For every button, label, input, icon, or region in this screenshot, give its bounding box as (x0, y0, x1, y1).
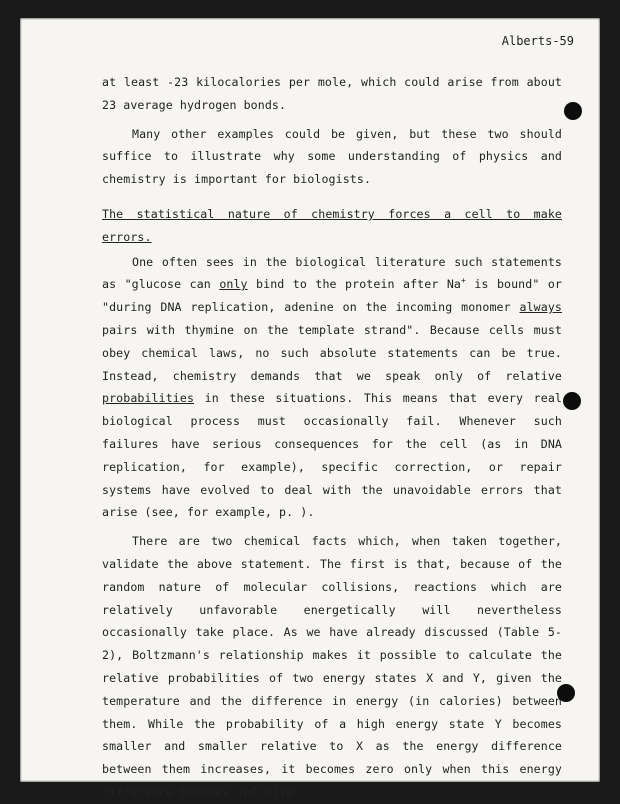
paragraph-chemical-facts: There are two chemical facts which, when taken together, validate the above statement. The first is that, because of the random nature of molecular collisions, reactions which are relatively unfavorable energetically will nevertheless occasionally take place. As we have already discussed (Table 5-2), Boltzmann's relationship makes it possible to calculate the relative probabilities of two energy states X and Y, given the temperature and the difference in energy (in calories) between them. While the probability of a high energy state Y becomes smaller and smaller relative to X as the energy difference between them increases, it becomes zero only when this energy difference becomes infinite. (102, 534, 562, 799)
superscript-plus: + (461, 276, 466, 286)
paragraph-examples: Many other examples could be given, but these two should suffice to illustrate why some understanding of physics and chemistry is important for biologists. (102, 126, 562, 187)
document-page (20, 18, 600, 799)
document-body (102, 71, 562, 804)
page-number: Alberts-59 (501, 34, 574, 48)
paragraph-continued: at least -23 kilocalories per mole, which could arise from about 23 average hydrogen bonds. (102, 75, 562, 112)
binder-hole-top (564, 102, 582, 120)
binder-hole-middle (563, 392, 581, 410)
emphasis-probabilities: probabilities (102, 391, 195, 406)
section-heading: The statistical nature of chemistry forces a cell to make errors. (102, 206, 562, 244)
emphasis-only: only (219, 277, 248, 292)
paragraph-errors: One often sees in the biological literature such statements as "glucose can only bind to the protein after Na+ is bound" or "during DNA replication, adenine on the incoming monomer always pairs with thymine on the template strand". Because cells must obey chemical laws, no such absolute statements can be true. Instead, chemistry demands that we speak only of relative probabilities in these situations. This means that every real biological process must occasionally fail. Whenever such failures have serious consequences for the cell (as in DNA replication, for example), specific correction, or repair systems have evolved to deal with the unavoidable errors that arise (see, for example, p. ). (102, 254, 563, 520)
emphasis-always: always (519, 300, 562, 315)
